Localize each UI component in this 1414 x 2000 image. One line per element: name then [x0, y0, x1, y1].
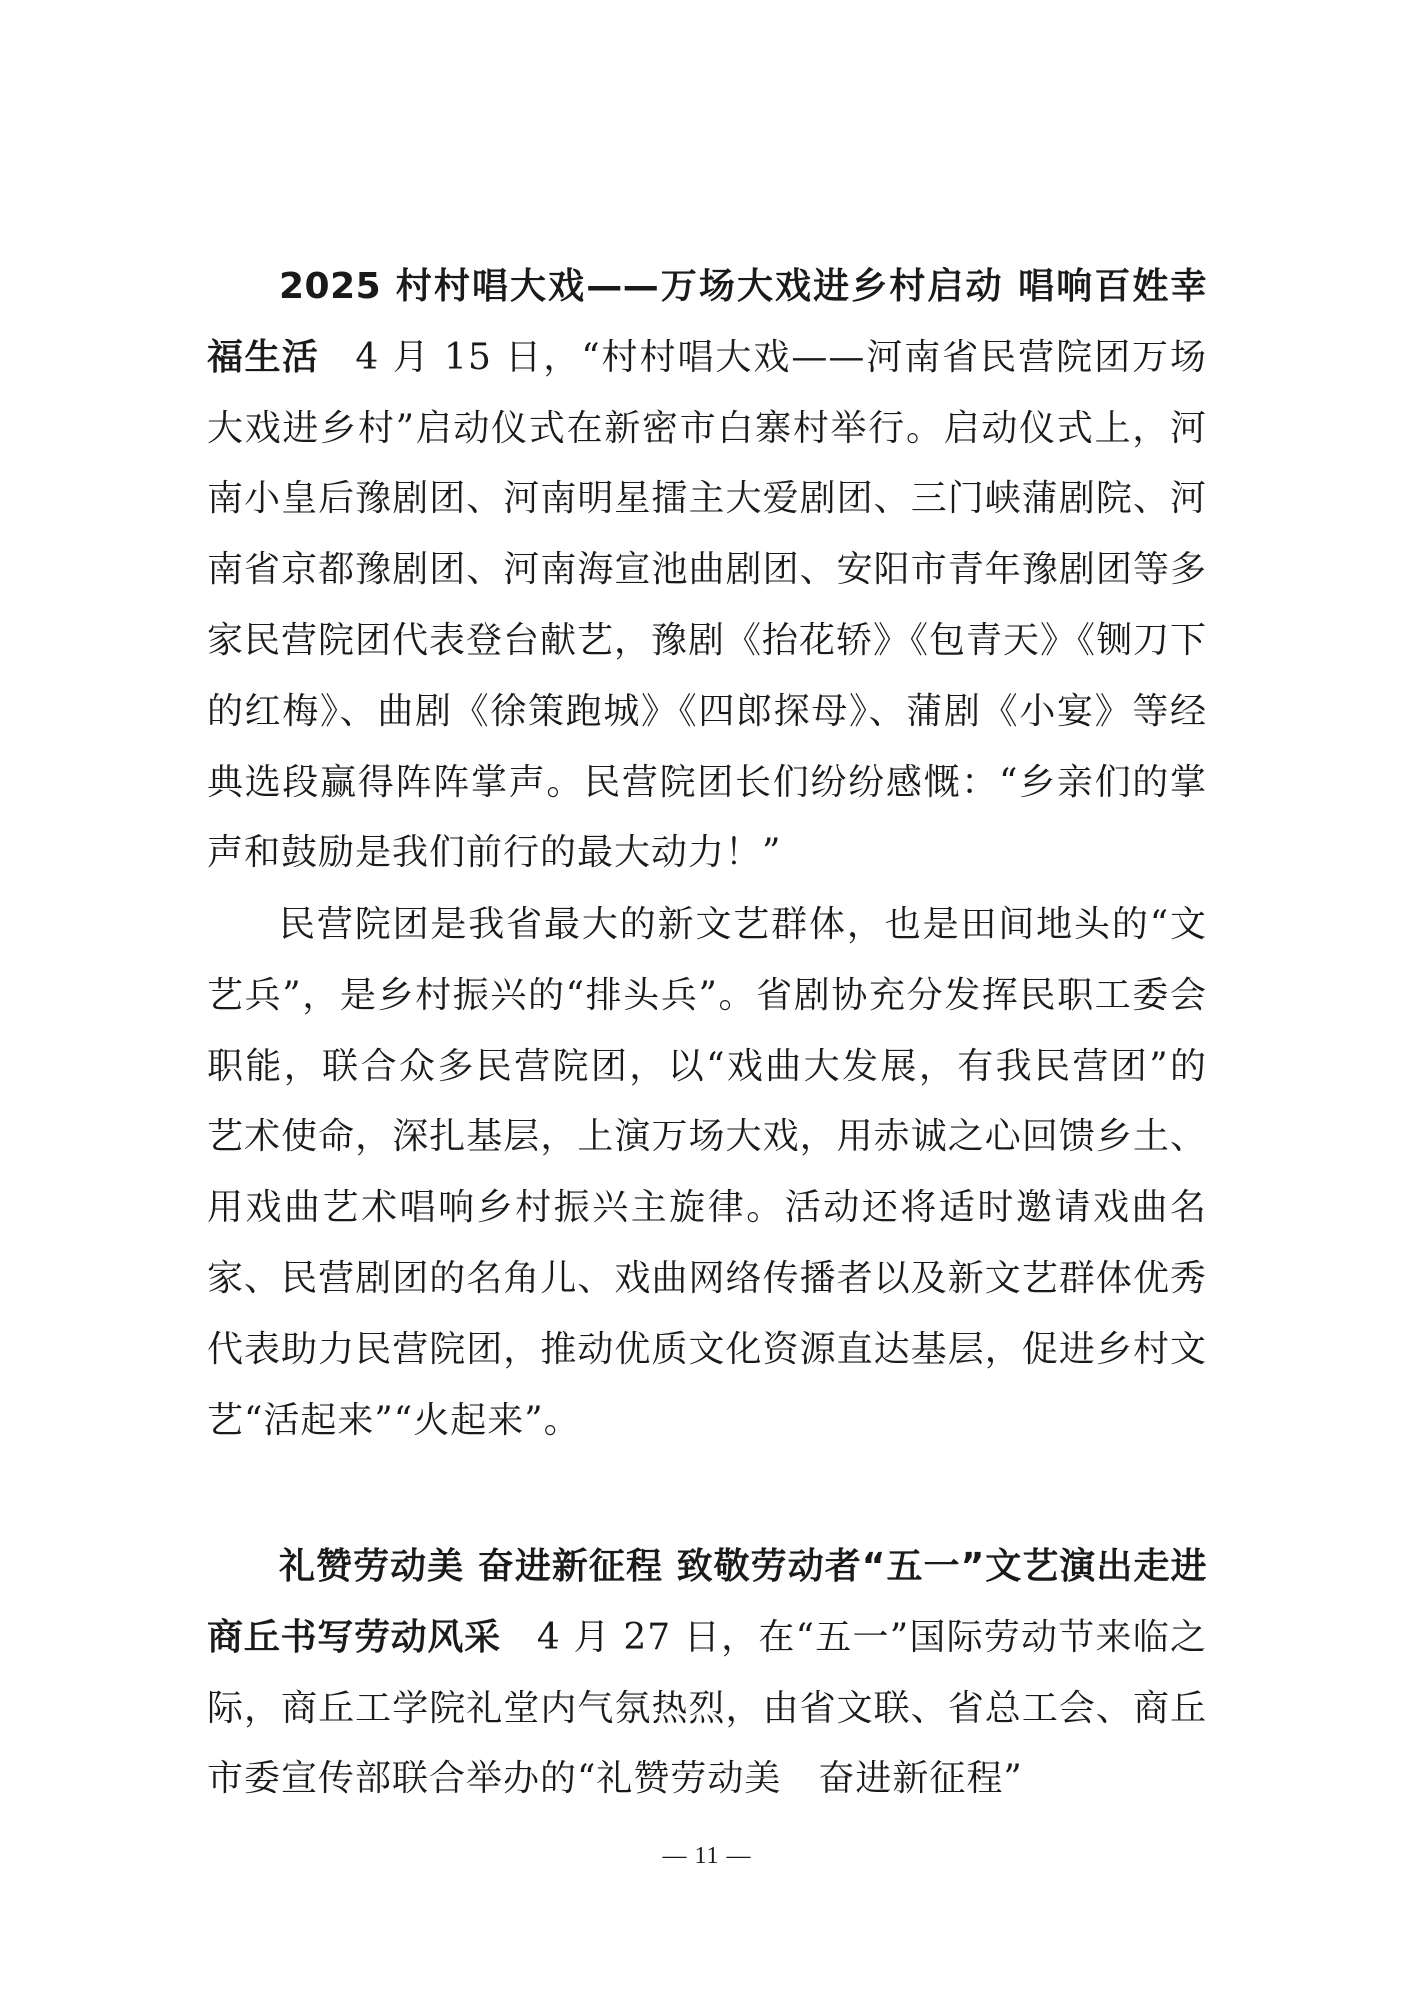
page-number: — 11 — — [662, 1843, 752, 1869]
article-1-title: 2025 村村唱大戏——万场大戏进乡村启动 唱响百姓幸福生活 — [207, 266, 1207, 378]
article-1-paragraph-2: 民营院团是我省最大的新文艺群体，也是田间地头的“文艺兵”，是乡村振兴的“排头兵”。省剧协充分发挥民职工委会职能，联合众多民营院团，以“戏曲大发展，有我民营团”的艺术使命，深扎基层，上演万场大戏，用赤诚之心回馈乡土、用戏曲艺术唱响乡村振兴主旋律。活动还将适时邀请戏曲名家、民营剧团的名角儿、戏曲网络传播者以及新文艺群体优秀代表助力民营院团，推动优质文化资源直达基层，促进乡村文艺“活起来”“火起来”。 — [207, 904, 1207, 1441]
article-2-paragraph-1 — [207, 1532, 1207, 1815]
article-2-body: 4 月 27 日，在“五一”国际劳动节来临之际，商丘工学院礼堂内气氛热烈，由省文联、省总工会、商丘市委宣传部联合举办的“礼赞劳动美 奋进新征程” — [207, 1616, 1207, 1800]
article-1-body: 4 月 15 日，“村村唱大戏——河南省民营院团万场大戏进乡村”启动仪式在新密市白寨村举行。启动仪式上，河南小皇后豫剧团、河南明星擂主大爱剧团、三门峡蒲剧院、河南省京都豫剧团、河南海宣池曲剧团、安阳市青年豫剧团等多家民营院团代表登台献艺，豫剧《抬花轿》《包青天》《铡刀下的红梅》、曲剧《徐策跑城》《四郎探母》、蒲剧《小宴》等经典选段赢得阵阵掌声。民营院团长们纷纷感慨：“乡亲们的掌声和鼓励是我们前行的最大动力！” — [207, 336, 1208, 874]
article-1-paragraph-1 — [207, 252, 1207, 889]
article-2-title: 礼赞劳动美 奋进新征程 致敬劳动者“五一”文艺演出走进商丘书写劳动风采 — [207, 1546, 1207, 1658]
